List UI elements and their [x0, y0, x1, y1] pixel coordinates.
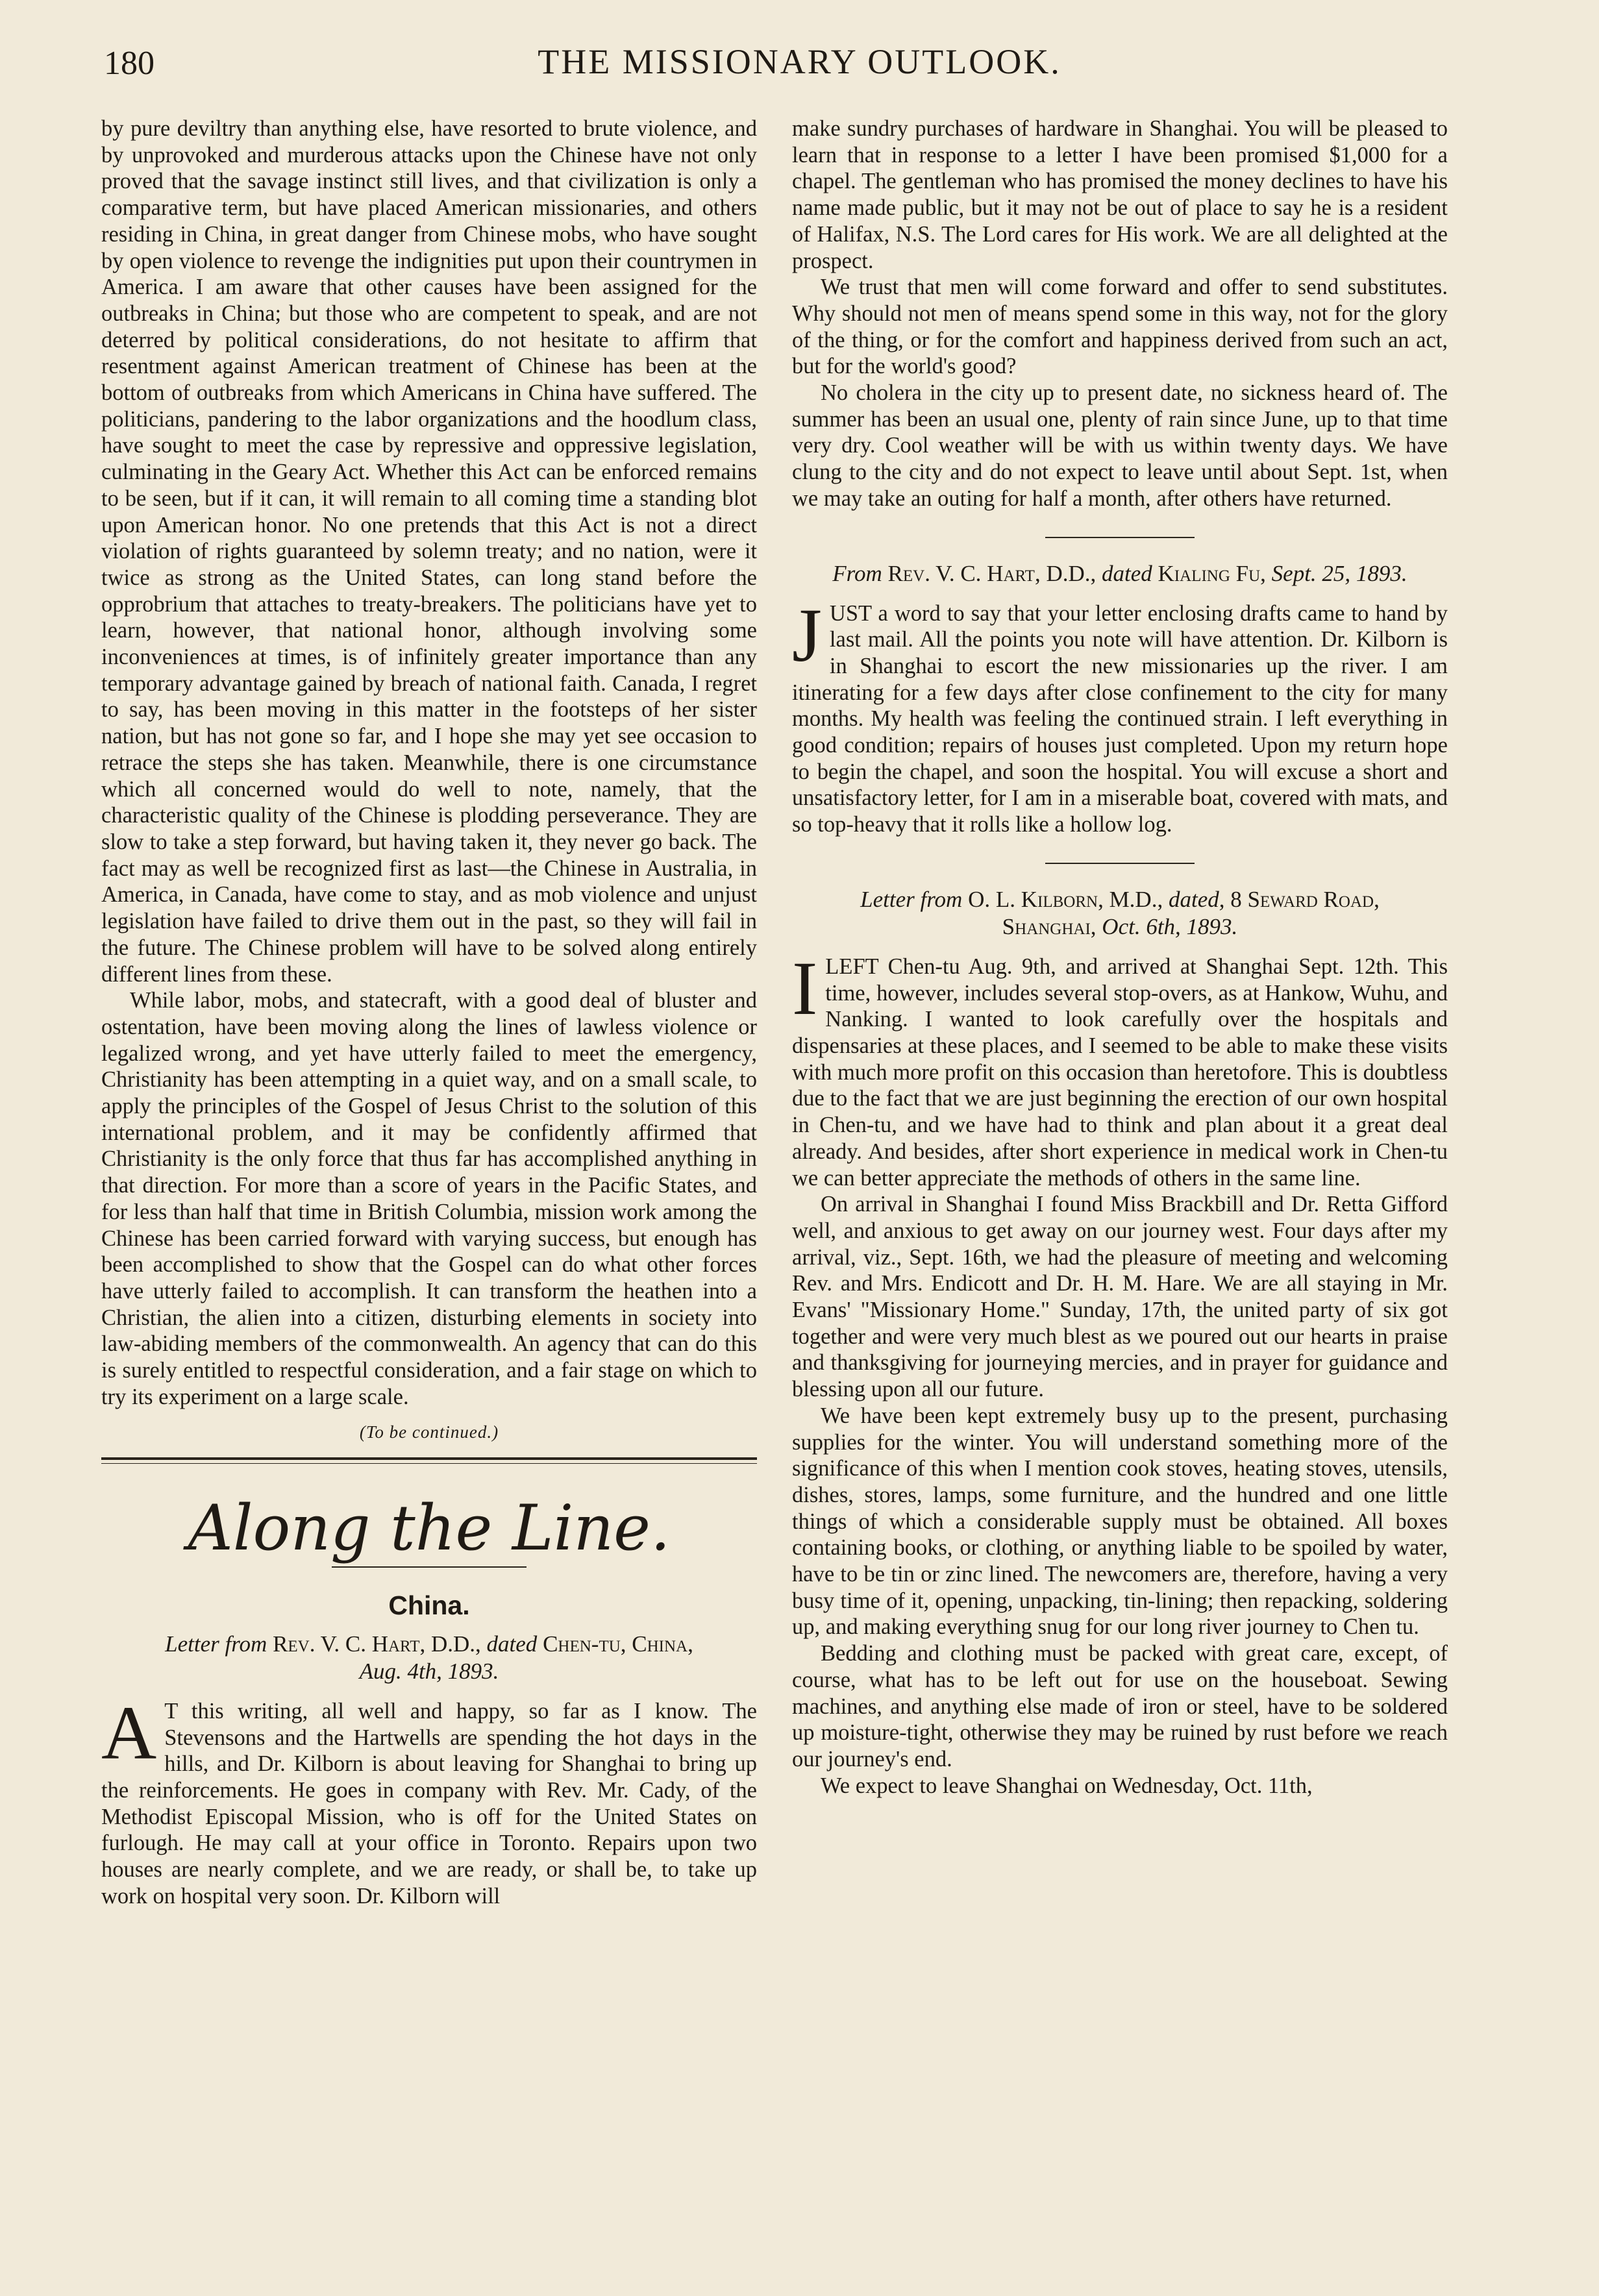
- section-title: Along the Line.: [188, 1492, 671, 1565]
- title-rule: [332, 1566, 527, 1568]
- letter-heading-part: Rev. V. C. Hart, D.D.,: [887, 560, 1097, 586]
- paragraph: While labor, mobs, and statecraft, with a good deal of bluster and ostentation, have been moving along the lines of lawless violence or legalized wrong, and yet have utterly failed to meet the emergency, Christianity has been attempting in a quiet way, and on a small scale, to apply the principles of the Gospel of Jesus Christ to the solution of this international problem, and it may be confidently affirmed that Christianity is the only force that thus far has accomplished anything in that direction. For more than a score of years in the Pacific States, and for less than half that time in British Columbia, mission work among the Chinese has been carried forward with varying success, but enough has been accomplished to show that the Gospel can do what other forces have utterly failed to accomplish. It can transform the heathen into a Christian, the alien into a citizen, disturbing elements in society into law-abiding members of the commonwealth. An agency that can do this is surely entitled to respectful consideration, and a fair stage on which to try its experiment on a large scale.: [101, 988, 757, 1409]
- paragraph: [792, 592, 1448, 838]
- paragraph: make sundry purchases of hardware in Shanghai. You will be pleased to learn that in response to a letter I have been promised $1,000 for a chapel. The gentleman who has promised the money declines to have his name made public, but it may not be out of place to say he is a resident of Halifax, N.S. The Lord cares for His work. We are all delighted at the prospect.: [792, 116, 1448, 273]
- letter-heading-part: dated: [1102, 560, 1152, 586]
- paragraph-text: LEFT Chen-tu Aug. 9th, and arrived at Shanghai Sept. 12th. This time, however, includes several stop-overs, as at Hankow, Wuhu, and Nanking. I wanted to look carefully over the hospitals and dispensaries at these places, and I seemed to be able to make these visits with much more profit on this occasion than heretofore. This is doubtless due to the fact that we are just beginning the erection of our own hospital in Chen-tu, and we have had to think and plan about it a great deal already. And besides, after short experience in medical work in Chen-tu we can better appreciate the methods of others in the same line.: [792, 954, 1448, 1191]
- paragraph: Bedding and clothing must be packed with great care, except, of course, what has to be left out for use on the houseboat. Sewing machines, and anything else made of iron or steel, have to be soldered up moisture-tight, otherwise they may be ruined by rust before we reach our journey's end.: [792, 1641, 1448, 1771]
- letter-heading-part: dated: [486, 1631, 538, 1657]
- paragraph: [792, 945, 1448, 1191]
- letter-heading-part: From: [832, 560, 882, 586]
- continued-note: (To be continued.): [359, 1422, 499, 1442]
- running-head: THE MISSIONARY OUTLOOK.: [538, 42, 1061, 81]
- paragraph: We expect to leave Shanghai on Wednesday, Oct. 11th,: [821, 1773, 1313, 1798]
- letter-heading-part: 8 Seward Road,: [1230, 886, 1380, 912]
- letter-heading: [792, 886, 1448, 941]
- paragraph: We trust that men will come forward and offer to send substitutes. Why should not men of means spend some in this way, not for the glory of the thing, or for the comfort and happiness derived from such an act, but for the world's good?: [792, 275, 1448, 379]
- divider: [1045, 537, 1195, 538]
- letter-heading-part: Shanghai,: [1002, 913, 1097, 939]
- drop-cap: J: [792, 592, 822, 678]
- letter-heading-part: dated,: [1168, 886, 1225, 912]
- paragraph: On arrival in Shanghai I found Miss Brackbill and Dr. Retta Gifford well, and anxious to get away on our journey west. Four days after my arrival, viz., Sept. 16th, we had the pleasure of meeting and welcoming Rev. and Mrs. Endicott and Dr. H. M. Hare. We are all staying in Mr. Evans' "Missionary Home." Sunday, 17th, the united party of six got together and were very much blest as we poured out our hearts in praise and thanksgiving for journeying mercies, and in prayer for guidance and blessing upon all our future.: [792, 1192, 1448, 1402]
- letter-heading-part: Sept. 25, 1893.: [1271, 560, 1407, 586]
- letter-heading-part: Rev. V. C. Hart, D.D.,: [273, 1631, 481, 1657]
- paragraph: We have been kept extremely busy up to the present, purchasing supplies for the winter. You will understand something more of the significance of this when I mention cook stoves, heating stoves, utensils, dishes, stores, lamps, some furniture, and the hundred and one little things of which a considerable supply must be obtained. All boxes containing books, or clothing, or anything liable to be spoiled by water, have to be tin or zinc lined. The newcomers are, therefore, having a very busy time of it, opening, unpacking, tin-lining; then repacking, soldering up, and making everything snug for our long river journey to Chen tu.: [792, 1403, 1448, 1640]
- letter-heading-part: Letter from: [165, 1631, 267, 1657]
- paragraph: by pure deviltry than anything else, have resorted to brute violence, and by unprovoked and murderous attacks upon the Chinese have not only proved that the savage instinct still lives, and that civilization is only a comparative term, but have placed American missionaries, and others residing in China, in great danger from Chinese mobs, who have sought by open violence to revenge the indignities put upon their countrymen in America. I am aware that other causes have been assigned for the outbreaks in China; but those who are competent to speak, and are not deterred by political considerations, do not hesitate to affirm that resentment against American treatment of Chinese has been at the bottom of outbreaks from which Americans in China have suffered. The politicians, pandering to the labor organizations and the hoodlum class, have sought to meet the case by repressive and oppressive legislation, culminating in the Geary Act. Whether this Act can be enforced remains to be seen, but if it can, it will remain to all coming time a standing blot upon American honor. No one pretends that this Act is not a direct violation of rights guaranteed by solemn treaty; and no nation, were it twice as strong as the United States, can long stand before the opprobrium that attaches to treaty-breakers. The politicians have yet to learn, however, that national honor, although involving some inconveniences at times, is of infinitely greater importance than any temporary advantage gained by breach of national faith. Canada, I regret to say, has been moving in this matter in the footsteps of her sister nation, but has not gone so far, and I hope she may yet see occasion to retrace the steps she has taken. Meanwhile, there is one circumstance which all concerned would do well to note, namely, that the characteristic quality of the Chinese is plodding perseverance. They are slow to take a step forward, but having taken it, they never go back. The fact may as well be recognized first as last—the Chinese in Australia, in America, in Canada, have come to stay, and as mob violence and unjust legislation have failed to drive them out in the past, so they will fail in the future. The Chinese problem will have to be solved along entirely different lines from these.: [101, 116, 757, 987]
- letter-heading-part: Aug. 4th, 1893.: [359, 1658, 499, 1684]
- drop-cap: I: [792, 945, 818, 1031]
- letter-heading: [792, 560, 1448, 587]
- divider: [1045, 863, 1195, 864]
- paragraph-text: UST a word to say that your letter enclosing drafts came to hand by last mail. All the points you note will have attention. Dr. Kilborn is in Shanghai to escort the new missionaries up the river. I am itinerating for a few days after close confinement to the city for many months. My health was feeling the continued strain. I left everything in good condition; repairs of houses just completed. Upon my return hope to begin the chapel, and soon the hospital. You will excuse a short and unsatisfactory letter, for I am in a miserable boat, covered with mats, and so top-heavy that it rolls like a hollow log.: [792, 600, 1448, 837]
- paragraph-text: T this writing, all well and happy, so far as I know. The Stevensons and the Hartwells are spending the hot days in the hills, and Dr. Kilborn is about leaving for Shanghai to bring up the reinforcements. He goes in company with Rev. Mr. Cady, of the Methodist Episcopal Mission, who is off for the United States on furlough. He may call at your office in Toronto. Repairs upon two houses are nearly complete, and we are ready, or shall be, to take up work on hospital very soon. Dr. Kilborn will: [101, 1698, 757, 1908]
- paragraph: [101, 1690, 757, 1910]
- subsection-title: China.: [388, 1590, 470, 1621]
- left-column: [101, 116, 757, 1909]
- letter-heading-part: Oct. 6th, 1893.: [1102, 913, 1238, 939]
- letter-heading: [101, 1631, 757, 1685]
- drop-cap: A: [101, 1690, 157, 1775]
- letter-heading-part: O. L. Kilborn, M.D.,: [968, 886, 1163, 912]
- letter-heading-part: Chen-tu, China,: [543, 1631, 693, 1657]
- section-divider: [101, 1457, 757, 1464]
- paragraph: No cholera in the city up to present date, no sickness heard of. The summer has been an usual one, plenty of rain since June, up to that time very dry. Cool weather will be with us within twenty days. We have clung to the city and do not expect to leave until about Sept. 1st, when we may take an outing for half a month, after others have returned.: [792, 380, 1448, 511]
- letter-heading-part: Letter from: [860, 886, 963, 912]
- right-column: [792, 116, 1448, 1799]
- page-number: 180: [104, 45, 155, 82]
- letter-heading-part: Kialing Fu,: [1158, 560, 1266, 586]
